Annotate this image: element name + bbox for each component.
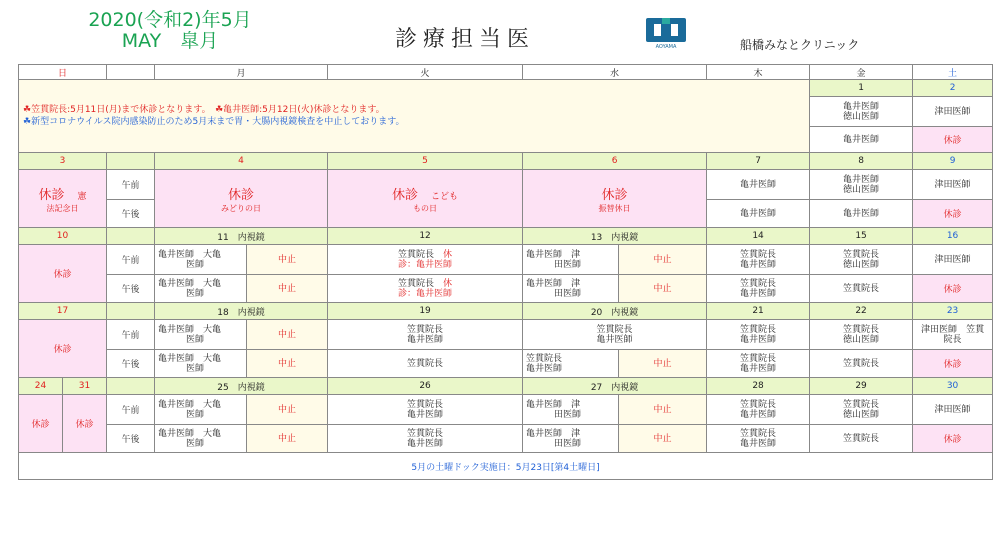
cell-1-pm: 亀井医師 xyxy=(810,127,913,153)
cell-21-am: 笠貫院長 亀井医師 xyxy=(707,320,810,350)
cell-25-am-doc: 亀井医師 大亀 医師 xyxy=(155,395,247,425)
slot-am: 午前 xyxy=(107,395,155,425)
cell-12-am: 笠貫院長 休 診：亀井医師 xyxy=(328,245,523,275)
week1-date-row xyxy=(19,80,993,97)
schedule-table xyxy=(18,64,993,480)
slot-am: 午前 xyxy=(107,170,155,200)
cell-25-pm-stop: 中止 xyxy=(247,425,328,453)
clinic-name: 船橋みなとクリニック xyxy=(740,38,860,52)
date-18: 18 内視鏡 xyxy=(155,303,328,320)
slot-am: 午前 xyxy=(107,245,155,275)
cell-2-am: 津田医師 xyxy=(913,97,993,127)
notice-box xyxy=(19,80,810,153)
footer-note: 5月の土曜ドック実施日：5月23日[第4土曜日] xyxy=(19,453,993,480)
date-11: 11 内視鏡 xyxy=(155,228,328,245)
cell-17: 休診 xyxy=(19,320,107,378)
date-22: 22 xyxy=(810,303,913,320)
date-9: 9 xyxy=(913,153,993,170)
cell-23-pm: 休診 xyxy=(913,350,993,378)
logo-icon xyxy=(642,16,690,44)
cell-20-am: 笠貫院長 亀井医師 xyxy=(523,320,707,350)
cell-22-pm: 笠貫院長 xyxy=(810,350,913,378)
date-12: 12 xyxy=(328,228,523,245)
week5-pm-row xyxy=(19,425,993,453)
weekday-sat: 土 xyxy=(913,65,993,80)
date-10: 10 xyxy=(19,228,107,245)
cell-31: 休診 xyxy=(63,395,107,453)
date-6: 6 xyxy=(523,153,707,170)
date-24: 24 xyxy=(19,378,63,395)
date-16: 16 xyxy=(913,228,993,245)
week4-am-row xyxy=(19,320,993,350)
weekday-tue: 火 xyxy=(328,65,523,80)
week3-pm-row xyxy=(19,275,993,303)
week2-date-row xyxy=(19,153,993,170)
date-13: 13 内視鏡 xyxy=(523,228,707,245)
weekday-thu: 木 xyxy=(707,65,810,80)
cell-22-am: 笠貫院長 徳山医師 xyxy=(810,320,913,350)
cell-15-pm: 笠貫院長 xyxy=(810,275,913,303)
month-line: MAY 皐月 xyxy=(121,30,219,52)
date-28: 28 xyxy=(707,378,810,395)
week4-pm-row xyxy=(19,350,993,378)
weekday-fri: 金 xyxy=(810,65,913,80)
cell-2-pm: 休診 xyxy=(913,127,993,153)
notice-line1: ☘笠貫院長:5月11日(月)まで休診となります。 ☘亀井医師:5月12日(火)休診となります。 xyxy=(23,105,385,115)
cell-1-am: 亀井医師 徳山医師 xyxy=(810,97,913,127)
cell-28-am: 笠貫院長 亀井医師 xyxy=(707,395,810,425)
date-7: 7 xyxy=(707,153,810,170)
cell-9-pm: 休診 xyxy=(913,200,993,228)
date-19: 19 xyxy=(328,303,523,320)
date-3: 3 xyxy=(19,153,107,170)
date-23: 23 xyxy=(913,303,993,320)
cell-15-am: 笠貫院長 徳山医師 xyxy=(810,245,913,275)
cell-13-pm-doc: 亀井医師 津 田医師 xyxy=(523,275,619,303)
cell-11-pm-doc: 亀井医師 大亀 医師 xyxy=(155,275,247,303)
date-21: 21 xyxy=(707,303,810,320)
cell-21-pm: 笠貫院長 亀井医師 xyxy=(707,350,810,378)
cell-13-pm-stop: 中止 xyxy=(619,275,707,303)
cell-12-pm: 笠貫院長 休 診：亀井医師 xyxy=(328,275,523,303)
slot-pm: 午後 xyxy=(107,275,155,303)
cell-11-am-stop: 中止 xyxy=(247,245,328,275)
cell-7-pm: 亀井医師 xyxy=(707,200,810,228)
week3-am-row xyxy=(19,245,993,275)
week3-date-row xyxy=(19,228,993,245)
slot-col-header xyxy=(107,65,155,80)
cell-18-am-doc: 亀井医師 大亀 医師 xyxy=(155,320,247,350)
week4-date-row xyxy=(19,303,993,320)
cell-27-pm-stop: 中止 xyxy=(619,425,707,453)
cell-11-pm-stop: 中止 xyxy=(247,275,328,303)
date-17: 17 xyxy=(19,303,107,320)
date-15: 15 xyxy=(810,228,913,245)
cell-16-pm: 休診 xyxy=(913,275,993,303)
weekday-row xyxy=(19,65,993,80)
cell-20-pm-doc: 笠貫院長 亀井医師 xyxy=(523,350,619,378)
cell-27-am-doc: 亀井医師 津 田医師 xyxy=(523,395,619,425)
cell-25-am-stop: 中止 xyxy=(247,395,328,425)
cell-5: 休診 こども もの日 xyxy=(328,170,523,228)
date-27: 27 内視鏡 xyxy=(523,378,707,395)
date-2: 2 xyxy=(913,80,993,97)
clinic-logo xyxy=(642,16,690,52)
cell-11-am-doc: 亀井医師 大亀 医師 xyxy=(155,245,247,275)
cell-29-pm: 笠貫院長 xyxy=(810,425,913,453)
cell-13-am-doc: 亀井医師 津 田医師 xyxy=(523,245,619,275)
weekday-wed: 水 xyxy=(523,65,707,80)
notice-line2: ☘新型コロナウイルス院内感染防止のため5月末まで胃・大腸内視鏡検査を中止しております。 xyxy=(23,117,405,127)
week5-date-row xyxy=(19,378,993,395)
weekday-sun: 日 xyxy=(19,65,107,80)
cell-3: 休診 憲 法記念日 xyxy=(19,170,107,228)
cell-18-pm-doc: 亀井医師 大亀 医師 xyxy=(155,350,247,378)
cell-24: 休診 xyxy=(19,395,63,453)
logo-text: AOYAMA xyxy=(655,44,677,50)
week2-am-row xyxy=(19,170,993,200)
date-1: 1 xyxy=(810,80,913,97)
cell-4: 休診 みどりの日 xyxy=(155,170,328,228)
date-25: 25 内視鏡 xyxy=(155,378,328,395)
cell-19-am: 笠貫院長 亀井医師 xyxy=(328,320,523,350)
cell-18-pm-stop: 中止 xyxy=(247,350,328,378)
cell-13-am-stop: 中止 xyxy=(619,245,707,275)
cell-18-am-stop: 中止 xyxy=(247,320,328,350)
date-4: 4 xyxy=(155,153,328,170)
cell-19-pm: 笠貫院長 xyxy=(328,350,523,378)
cell-25-pm-doc: 亀井医師 大亀 医師 xyxy=(155,425,247,453)
slot-pm: 午後 xyxy=(107,350,155,378)
slot-am: 午前 xyxy=(107,320,155,350)
cell-26-am: 笠貫院長 亀井医師 xyxy=(328,395,523,425)
cell-6: 休診 振替休日 xyxy=(523,170,707,228)
cell-30-pm: 休診 xyxy=(913,425,993,453)
cell-29-am: 笠貫院長 徳山医師 xyxy=(810,395,913,425)
date-8: 8 xyxy=(810,153,913,170)
date-30: 30 xyxy=(913,378,993,395)
cell-16-am: 津田医師 xyxy=(913,245,993,275)
date-31: 31 xyxy=(63,378,107,395)
cell-7-am: 亀井医師 xyxy=(707,170,810,200)
cell-20-pm-stop: 中止 xyxy=(619,350,707,378)
cell-14-pm: 笠貫院長 亀井医師 xyxy=(707,275,810,303)
cell-9-am: 津田医師 xyxy=(913,170,993,200)
date-20: 20 内視鏡 xyxy=(523,303,707,320)
cell-27-pm-doc: 亀井医師 津 田医師 xyxy=(523,425,619,453)
cell-8-pm: 亀井医師 xyxy=(810,200,913,228)
footer-row xyxy=(19,453,993,480)
slot-pm: 午後 xyxy=(107,425,155,453)
header-date xyxy=(70,10,270,52)
weekday-mon: 月 xyxy=(155,65,328,80)
date-26: 26 xyxy=(328,378,523,395)
year-line: 2020(令和2)年5月 xyxy=(88,9,252,31)
week5-am-row xyxy=(19,395,993,425)
slot-pm: 午後 xyxy=(107,200,155,228)
cell-26-pm: 笠貫院長 亀井医師 xyxy=(328,425,523,453)
cell-23-am: 津田医師 笠貫 院長 xyxy=(913,320,993,350)
date-5: 5 xyxy=(328,153,523,170)
cell-30-am: 津田医師 xyxy=(913,395,993,425)
page-title: 診療担当医 xyxy=(395,27,536,52)
cell-27-am-stop: 中止 xyxy=(619,395,707,425)
cell-8-am: 亀井医師 徳山医師 xyxy=(810,170,913,200)
cell-28-pm: 笠貫院長 亀井医師 xyxy=(707,425,810,453)
date-14: 14 xyxy=(707,228,810,245)
cell-14-am: 笠貫院長 亀井医師 xyxy=(707,245,810,275)
date-29: 29 xyxy=(810,378,913,395)
cell-10: 休診 xyxy=(19,245,107,303)
